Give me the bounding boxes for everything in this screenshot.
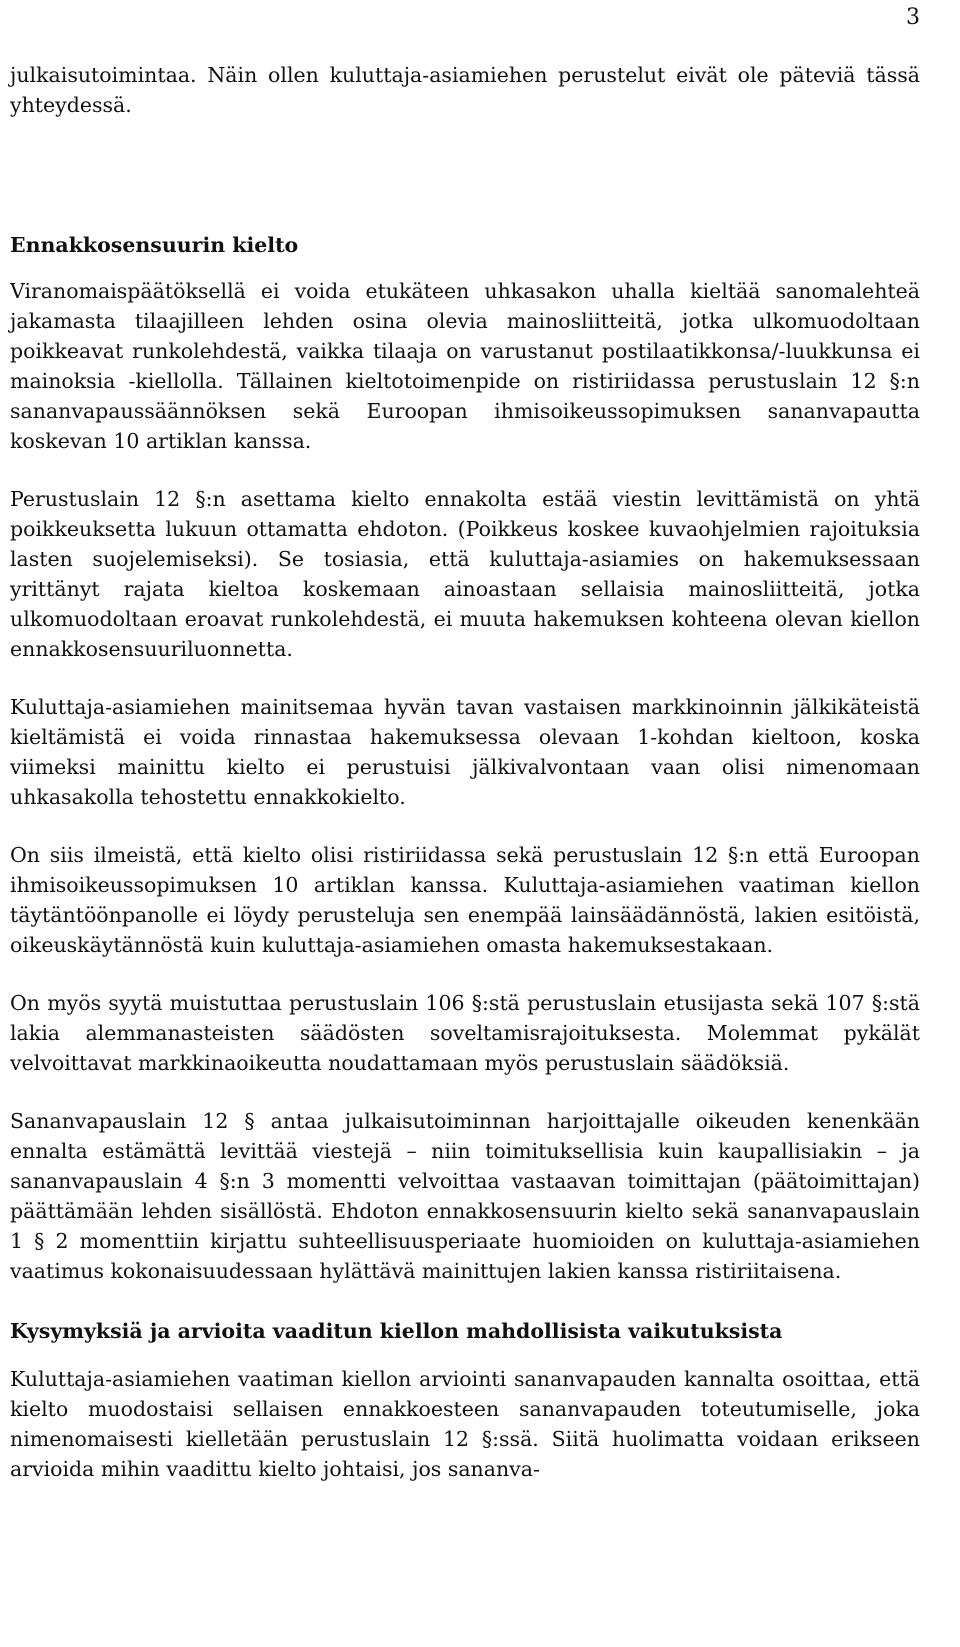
section-heading-ennakkosensuuri: Ennakkosensuurin kielto bbox=[10, 233, 299, 257]
section-heading-kysymyksia: Kysymyksiä ja arvioita vaaditun kiellon mahdollisista vaikutuksista bbox=[10, 1319, 783, 1343]
document-body bbox=[10, 60, 920, 1484]
paragraph: Viranomaispäätöksellä ei voida etukäteen uhkasakon uhalla kieltää sanomalehteä jakamasta tilaajilleen lehden osina olevia mainosliitteitä, jotka ulkomuodoltaan poikkeavat runkolehdestä, vaikka tilaaja on varustanut postilaatikkonsa/-luukkunsa ei mainoksia -kiellolla. Tällainen kieltotoimenpide on ristiriidassa perustuslain 12 §:n sananvapaussäännöksen sekä Euroopan ihmisoikeussopimuksen sananvapautta koskevan 10 artiklan kanssa. bbox=[10, 279, 920, 453]
paragraph: Kuluttaja-asiamiehen vaatiman kiellon arviointi sananvapauden kannalta osoittaa, että kielto muodostaisi sellaisen ennakkoesteen sananvapauden toteutumiselle, joka nimenomaisesti kielletään perustuslain 12 §:ssä. Siitä huolimatta voidaan erikseen arvioida mihin vaadittu kielto johtaisi, jos sananva- bbox=[10, 1367, 920, 1481]
paragraph: On siis ilmeistä, että kielto olisi ristiriidassa sekä perustuslain 12 §:n että Euroopan ihmisoikeussopimuksen 10 artiklan kanssa. Kuluttaja-asiamiehen vaatiman kiellon täytäntöönpanolle ei löydy perusteluja sen enempää lainsäädännöstä, lakien esitöistä, oikeuskäytännöstä kuin kuluttaja-asiamiehen omasta hakemuksestakaan. bbox=[10, 843, 920, 957]
page-number: 3 bbox=[906, 5, 920, 30]
paragraph: Sananvapauslain 12 § antaa julkaisutoiminnan harjoittajalle oikeuden kenenkään ennalta estämättä levittää viestejä – niin toimituksellisia kuin kaupallisiakin – ja sananvapauslain 4 §:n 3 momentti velvoittaa vastaavan toimittajan (päätoimittajan) päättämään lehden sisällöstä. Ehdoton ennakkosensuurin kielto sekä sananvapauslain 1 § 2 momenttiin kirjattu suhteellisuusperiaate huomioiden on kuluttaja-asiamiehen vaatimus kokonaisuudessaan hylättävä mainittujen lakien kanssa ristiriitaisena. bbox=[10, 1109, 920, 1283]
paragraph-intro: julkaisutoimintaa. Näin ollen kuluttaja-asiamiehen perustelut eivät ole päteviä tässä yhteydessä. bbox=[10, 63, 920, 117]
paragraph: Kuluttaja-asiamiehen mainitsemaa hyvän tavan vastaisen markkinoinnin jälkikäteistä kieltämistä ei voida rinnastaa hakemuksessa olevaan 1-kohdan kieltoon, koska viimeksi mainittu kielto ei perustuisi jälkivalvontaan vaan olisi nimenomaan uhkasakolla tehostettu ennakkokielto. bbox=[10, 695, 920, 809]
paragraph: On myös syytä muistuttaa perustuslain 106 §:stä perustuslain etusijasta sekä 107 §:stä lakia alemmanasteisten säädösten soveltamisrajoituksesta. Molemmat pykälät velvoittavat markkinaoikeutta noudattamaan myös perustuslain säädöksiä. bbox=[10, 991, 920, 1075]
paragraph: Perustuslain 12 §:n asettama kielto ennakolta estää viestin levittämistä on yhtä poikkeuksetta lukuun ottamatta ehdoton. (Poikkeus koskee kuvaohjelmien rajoituksia lasten suojelemiseksi). Se tosiasia, että kuluttaja-asiamies on hakemuksessaan yrittänyt rajata kieltoa koskemaan ainoastaan sellaisia mainosliitteitä, jotka ulkomuodoltaan eroavat runkolehdestä, ei muuta hakemuksen kohteena olevan kiellon ennakkosensuuriluonnetta. bbox=[10, 487, 920, 661]
